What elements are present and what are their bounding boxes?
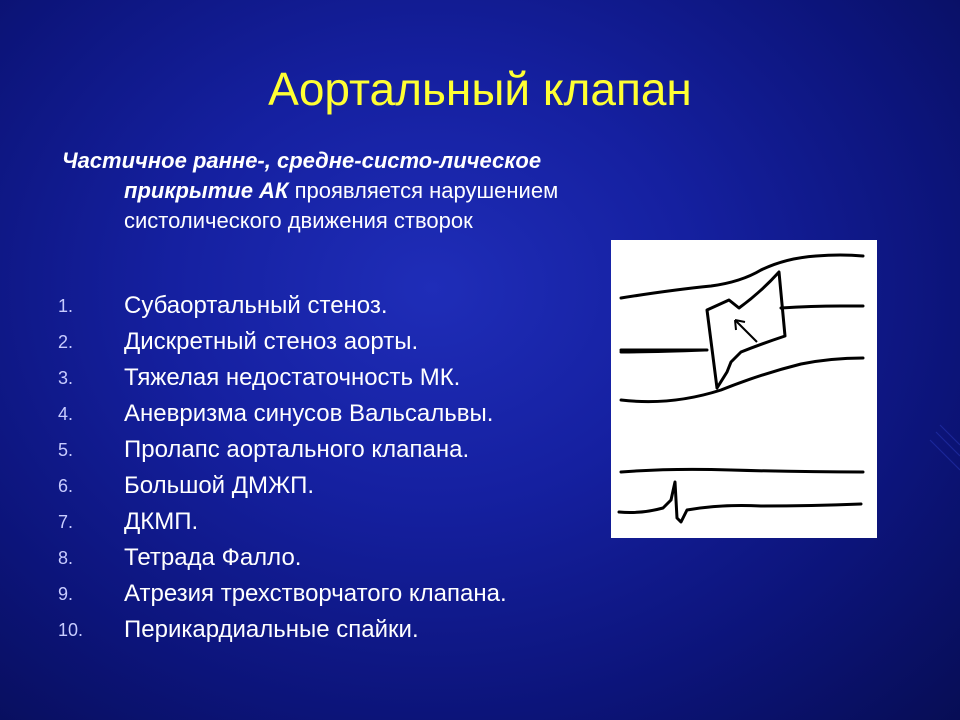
list-item	[58, 616, 558, 643]
list-item-number: 3.	[58, 368, 74, 388]
list-item-number: 5.	[58, 440, 74, 460]
list-item-text: Тяжелая недостаточность МК.	[124, 364, 461, 391]
list-item	[58, 580, 558, 607]
list-item-text: Аневризма синусов Вальсальвы.	[124, 400, 494, 427]
list-item-number: 4.	[58, 404, 74, 424]
causes-list	[58, 292, 558, 652]
list-item-number: 8.	[58, 548, 74, 568]
list-item-number: 7.	[58, 512, 74, 532]
list-item	[58, 400, 558, 427]
list-item	[58, 544, 558, 571]
list-item-text: Большой ДМЖП.	[124, 472, 315, 499]
list-item	[58, 508, 558, 535]
echocardiogram-figure	[611, 240, 877, 538]
list-item-text: Дискретный стеноз аорты.	[124, 328, 419, 355]
intro-regular-text: проявляется нарушением систолического движения створок	[124, 178, 559, 233]
list-item-text: Перикардиальные спайки.	[124, 616, 419, 643]
list-item-text: Пролапс аортального клапана.	[124, 436, 470, 463]
list-item	[58, 292, 558, 319]
echocardiogram-m-mode-sketch-icon	[611, 240, 877, 538]
slide-title: Аортальный клапан	[268, 63, 692, 115]
list-item-number: 10.	[58, 620, 84, 640]
list-item-text: Тетрада Фалло.	[124, 544, 302, 571]
list-item	[58, 472, 558, 499]
list-item-text: Атрезия трехстворчатого клапана.	[124, 580, 507, 607]
list-item-number: 6.	[58, 476, 74, 496]
list-item-text: ДКМП.	[124, 508, 199, 535]
list-item	[58, 364, 558, 391]
intro-bold-text: Частичное ранне-, средне-систо-лическое прикрытие АК	[62, 148, 542, 203]
list-item-number: 9.	[58, 584, 74, 604]
list-item	[58, 328, 558, 355]
list-item	[58, 436, 558, 463]
list-item-number: 2.	[58, 332, 74, 352]
list-item-text: Субаортальный стеноз.	[124, 292, 388, 319]
intro-paragraph	[62, 146, 584, 236]
list-item-number: 1.	[58, 296, 74, 316]
